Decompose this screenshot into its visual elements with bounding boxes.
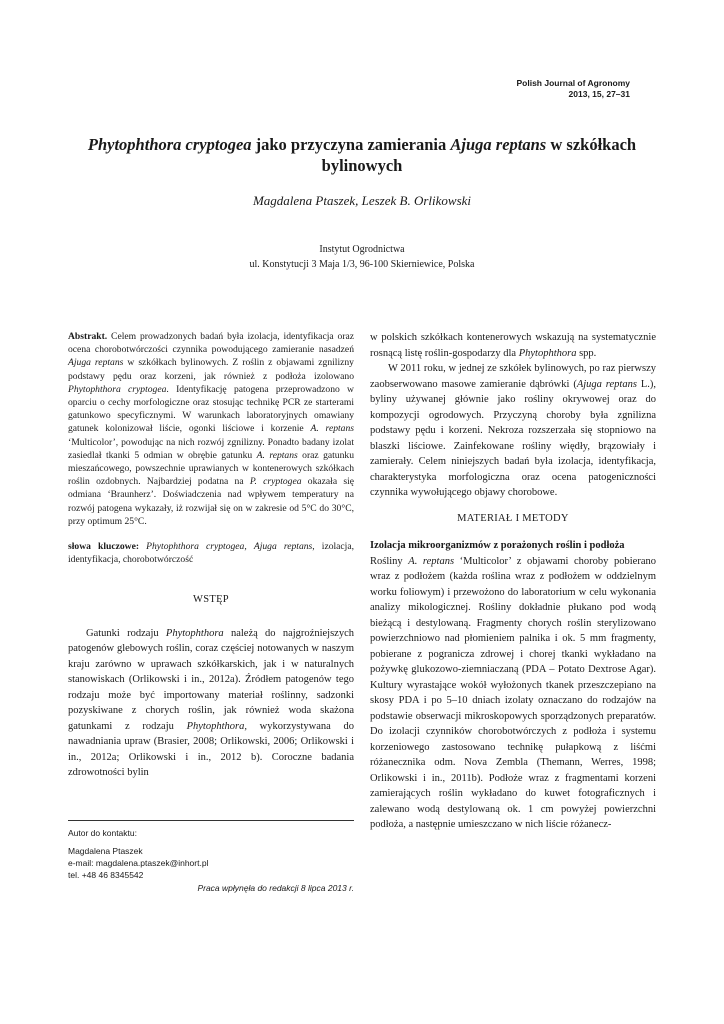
journal-issue: 2013, 15, 27–31 <box>568 89 630 99</box>
right-text: spp. <box>576 347 597 359</box>
affiliation <box>60 242 664 272</box>
intro-italic: Phytophthora <box>165 627 224 639</box>
journal-name: Polish Journal of Agronomy <box>516 78 630 88</box>
abstract-italic: A. reptans <box>310 423 354 435</box>
contact-label: Autor do kontaktu: <box>68 828 137 838</box>
abstract-text: oraz gatunku mieszańcowego, powszechnie uprawianych w kontenerowych szkółkach roślin ozdobnych. Najbardziej podatna na <box>68 449 354 488</box>
intro-paragraph-2 <box>370 361 656 501</box>
abstract <box>68 330 354 528</box>
intro-paragraph <box>68 626 354 781</box>
authors: Magdalena Ptaszek, Leszek B. Orlikowski <box>252 193 472 208</box>
intro-text: wykorzystywana do nawadniania upraw (Brasier, 2008; Orlikowski, 2006; Orlikowski i in., 2012a; Orlikowski i in., 2012 b). Coroczne badania zdrowotności bylin <box>68 720 354 779</box>
title-text-2: w szkółkach bylinowych <box>321 135 637 175</box>
intro-text: należą do najgroźniejszych patogenów glebowych roślin, coraz częściej notowanych w naszym kraju zarówno w uprawach szkółkarskich, jak i w naturalnych stanowiskach (Orlikowski i in., 2012a). Źródłem patogenów tego rodzaju może być importowany materiał roślinny, sadzonki pozyskiwane z chorych roślin, jak również woda skażona gatunkami z rodzaju <box>68 627 354 732</box>
keywords-text: , <box>244 541 254 553</box>
affiliation-institute: Instytut Ogrodnictwa <box>319 244 405 255</box>
right-text: Rośliny <box>370 555 409 567</box>
abstract-text: . Identyfikację patogena przeprowadzono w oparciu o cechy morfologiczne oraz stosując technikę PCR ze starterami gatunkowo specyficznymi. W warunkach laboratoryjnych omawiany gatunek kolonizował liście, ogonki liściowe i korzenie <box>68 383 354 435</box>
keywords <box>68 540 354 566</box>
keywords-label: słowa kluczowe: <box>68 541 140 553</box>
keywords-text: , izolacja, identyfikacja, chorobotwórczość <box>68 541 355 566</box>
contact-email: e-mail: magdalena.ptaszek@inhort.pl <box>68 858 209 868</box>
abstract-italic: Phytophthora cryptogea <box>68 383 167 395</box>
title-species-1: Phytophthora cryptogea <box>87 135 252 154</box>
abstract-italic: Ajuga reptans <box>68 357 124 369</box>
keywords-italic: Ajuga reptans <box>253 541 313 553</box>
keywords-italic: Phytophthora cryptogea <box>139 541 245 553</box>
affiliation-address: ul. Konstytucji 3 Maja 1/3, 96-100 Skierniewice, Polska <box>249 259 475 270</box>
right-text: L.), byliny używanej głównie jako rośliny okrywowej oraz do kompozycji ogrodowych. Przyczyną choroby była zgnilizna podstawy pędu i korzeni. Nekroza rozszerzała się stopniowo na blaszki liściowe. Zainfekowane rośliny więdły, brązowiały i zamierały. Celem niniejszych badań była izolacja, identyfikacja, charakterystyka morfologiczna oraz ocena patogeniczności czynnika wywołującego objawy chorobowe. <box>370 378 656 498</box>
abstract-italic: A. reptans <box>256 449 298 461</box>
contact-footnote <box>68 820 354 881</box>
right-italic: Ajuga reptans <box>576 378 637 390</box>
intro-italic: Phytophthora, <box>186 720 247 732</box>
right-italic: Phytophthora <box>518 347 577 359</box>
section-heading-intro: WSTĘP <box>193 594 229 606</box>
title-species-2: Ajuga reptans <box>450 135 547 154</box>
abstract-text: okazała się odmiana ‘Braunherz’. Doświadczenia nad wpływem temperatury na rozwój patogena wykazały, iż rozwijał się on w zakresie od 5°C do 30°C, przy optimum 25°C. <box>68 476 354 527</box>
intro-text: Gatunki rodzaju <box>86 627 166 639</box>
right-italic: A. reptans <box>408 555 455 567</box>
abstract-italic: P. cryptogea <box>249 476 302 488</box>
paper-title <box>60 134 664 176</box>
methods-paragraph <box>370 554 656 833</box>
section-heading-methods: MATERIAŁ I METODY <box>457 512 569 524</box>
journal-header <box>517 78 631 100</box>
right-text: ‘Multicolor’ z objawami choroby pobierano wraz z podłożem (każda roślina wraz z podłożem w oddzielnym worku foliowym) i przewożono do laboratorium w celu wykonania analizy mikologicznej. Rośliny dokładnie płukano pod wodą bieżącą i destylowaną. Fragmenty chorych roślin sterylizowano powierzchniowo nad płomieniem palnika i ok. 5 mm fragmenty, pobierane z pogranicza zdrowej i chorej tkanki wykładano na pożywkę glukozowo-ziemniaczaną (PDA – Potato Dextrose Agar). Kultury wyrastające wokół wyłożonych tkanek przeszczepiano na skosy PDA i po 5–10 dniach izolaty oznaczano do rodzajów na podstawie obserwacji mikroskopowych sporządzonych preparatów. Do izolacji czynników chorobotwórczych z podłoża i systemu korzeniowego zastosowano technikę pułapkową z liśćmi różanecznika odm. Nova Zembla (Themann, Werres, 1998; Orlikowski i in., 2011b). Podłoże wraz z fragmentami korzeni zamierających roślin wykładano do kuwet fotograficznych i zalewano wodą destylowaną ok. 1 cm powyżej powierzchni podłoża, a następnie umieszczano w nich liście różanecz- <box>370 555 656 830</box>
right-text: w polskich szkółkach kontenerowych wskazują na systematycznie rosnącą listę roślin-gospodarzy dla <box>370 332 656 359</box>
subsection-heading: Izolacja mikroorganizmów z porażonych roślin i podłoża <box>370 540 625 551</box>
right-text: W 2011 roku, w jednej ze szkółek bylinowych, po raz pierwszy zaobserwowano masowe zamieranie dąbrówki ( <box>370 363 656 390</box>
abstract-text: w szkółkach bylinowych. Z roślin z objawami zgnilizny podstawy pędu oraz korzeni, jak również z podłoża izolowano <box>68 357 354 382</box>
contact-phone: tel. +48 46 8345542 <box>68 870 144 880</box>
received-date: Praca wpłynęła do redakcji 8 lipca 2013 r. <box>197 883 354 893</box>
abstract-label: Abstrakt. <box>68 331 108 342</box>
abstract-text: Celem prowadzonych badań była izolacja, identyfikacja oraz ocena chorobotwórczości czynnika powodującego zamieranie nasadzeń <box>68 331 354 356</box>
abstract-text: ‘Multicolor’, powodując na nich rozwój zgnilizny. Ponadto badany izolat zasiedlał tkanki 5 odmian w obrębie gatunku <box>68 436 354 461</box>
contact-name: Magdalena Ptaszek <box>68 846 143 856</box>
left-column <box>68 330 354 781</box>
right-column <box>370 330 656 833</box>
title-text-1: jako przyczyna zamierania <box>251 135 451 154</box>
intro-continuation <box>370 330 656 361</box>
